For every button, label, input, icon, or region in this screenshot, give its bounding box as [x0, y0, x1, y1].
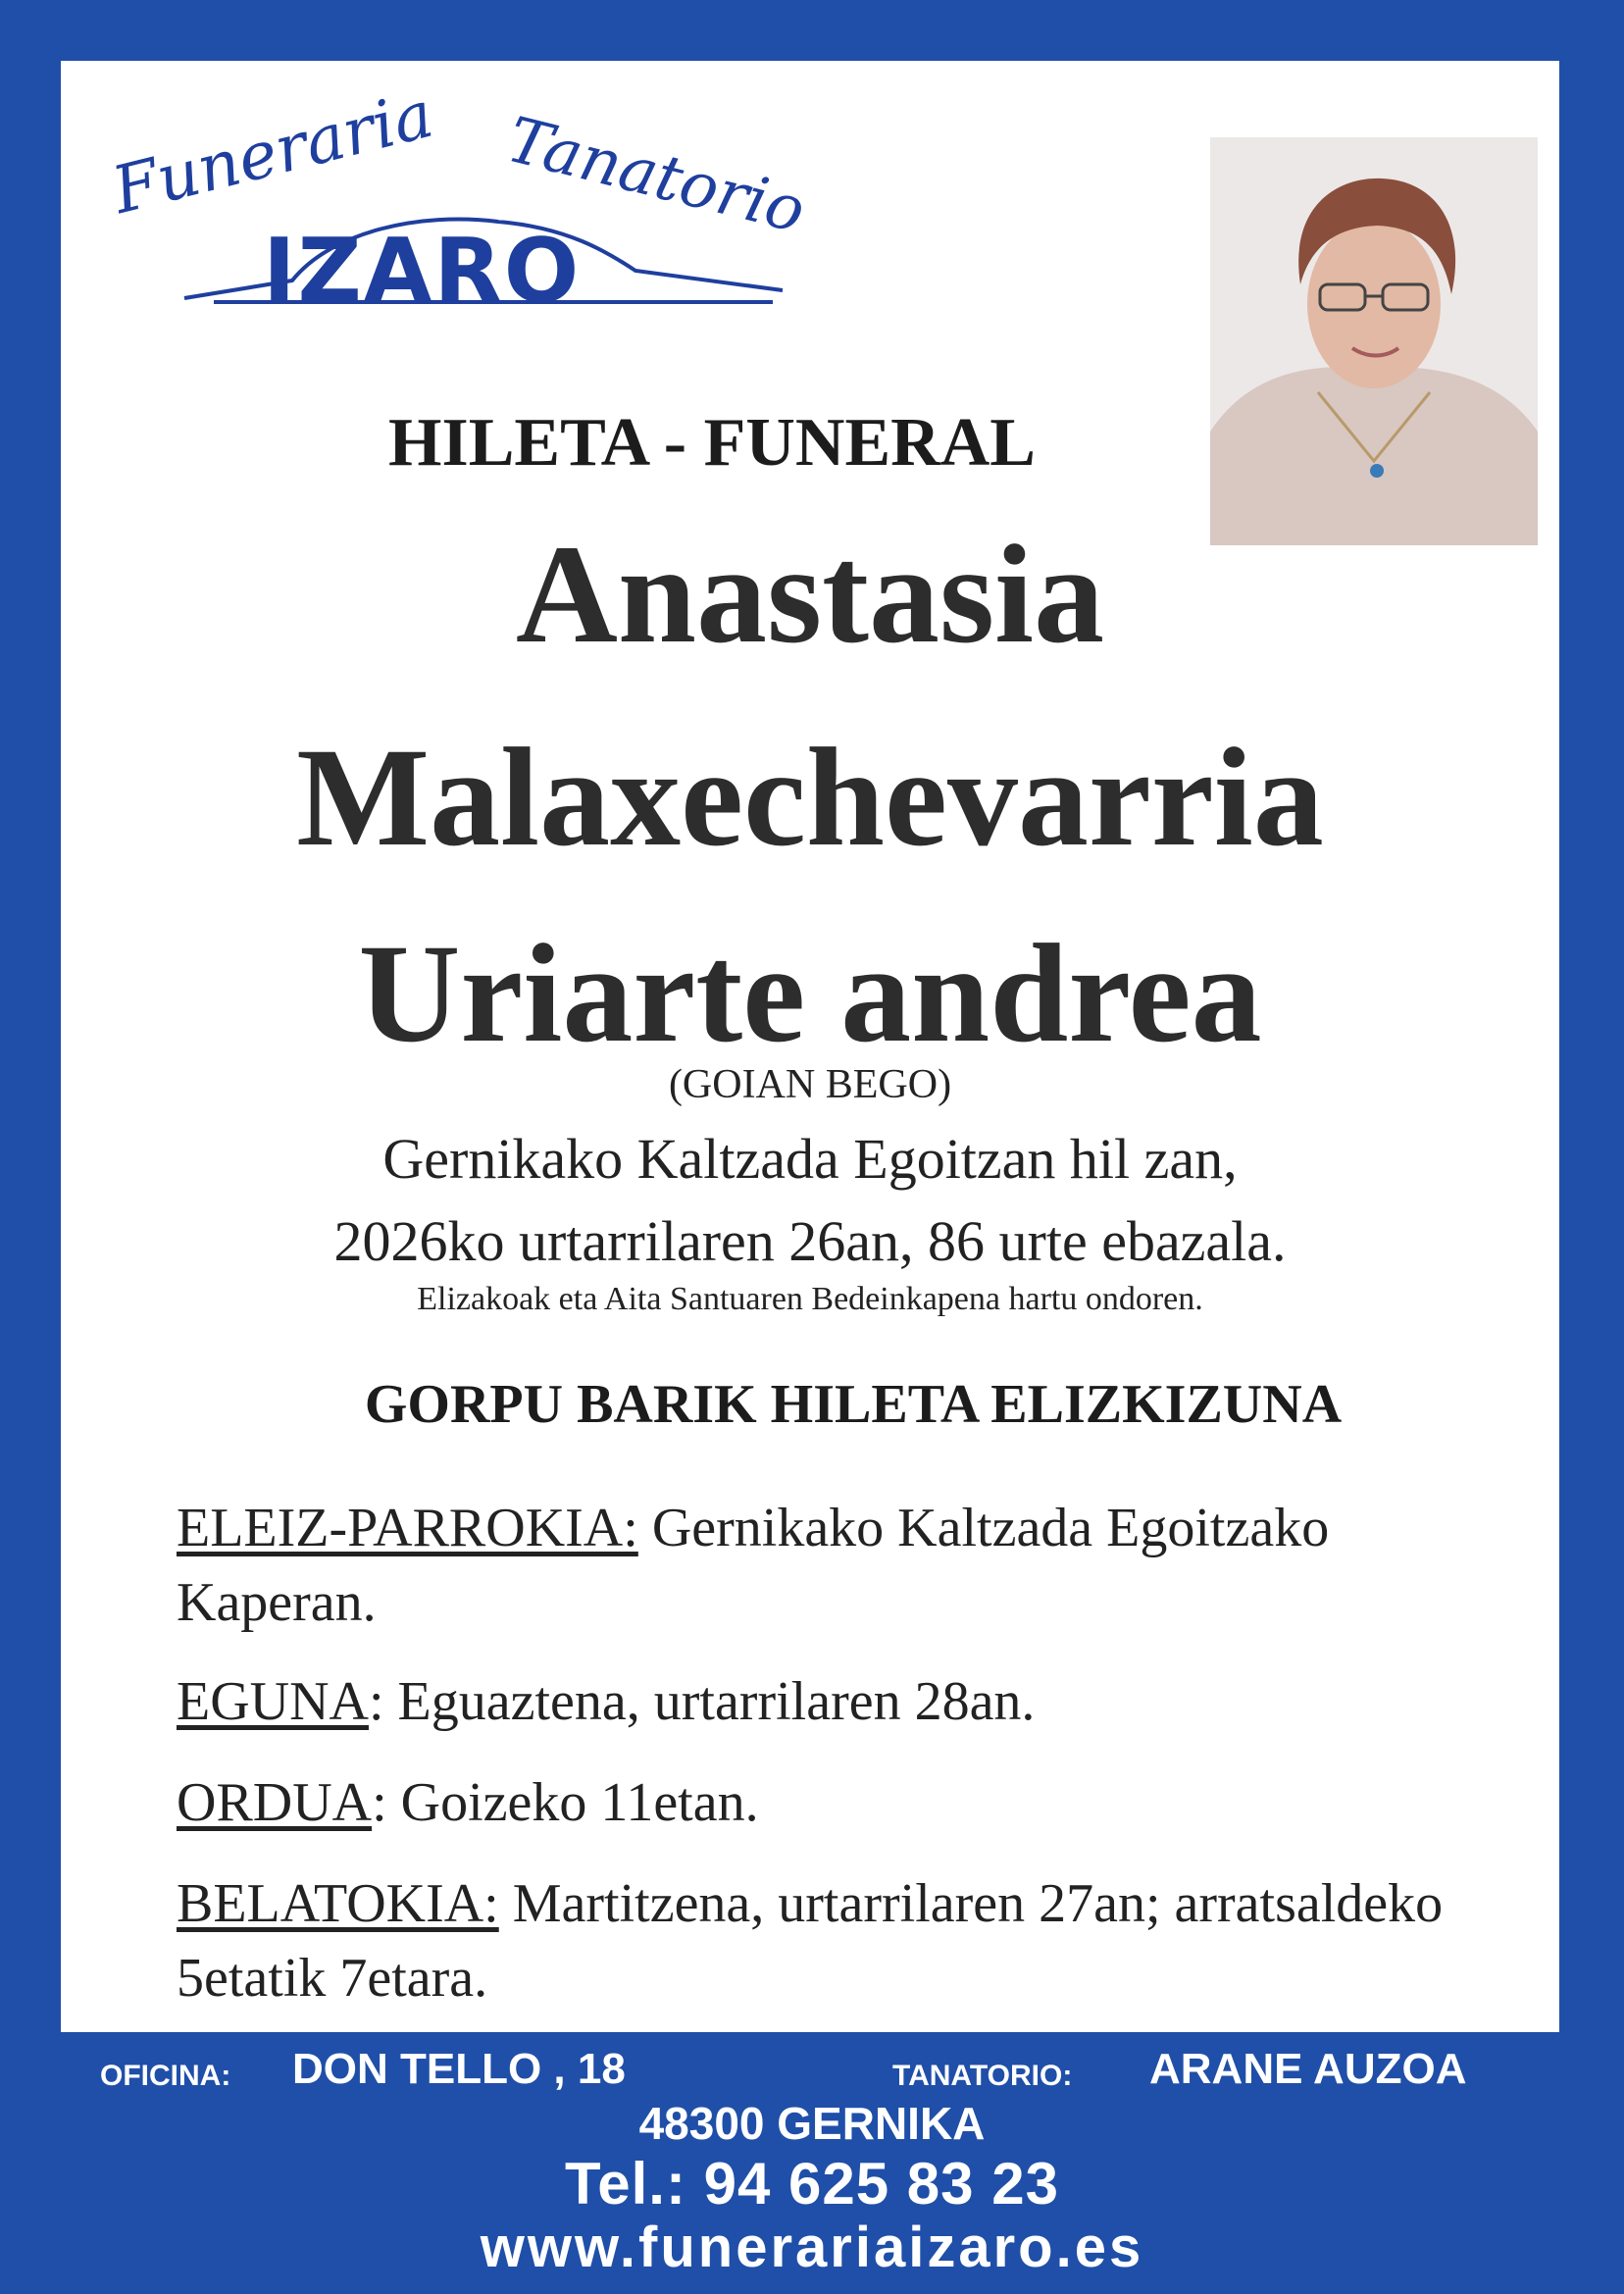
- logo-script-tanatorio: Tanatorio: [500, 104, 812, 248]
- page-title: [61, 404, 1559, 483]
- deceased-surname-1: Malaxechevarria: [296, 720, 1324, 876]
- detail-church-label: ELEIZ-PARROKIA:: [177, 1498, 638, 1558]
- detail-day: [177, 1664, 1491, 1739]
- footer-phone: Tel.: 94 625 83 23: [565, 2151, 1059, 2217]
- detail-time-label: ORDUA: [177, 1772, 373, 1833]
- ceremony-heading-text: GORPU BARIK HILETA ELIZKIZUNA: [364, 1374, 1343, 1435]
- detail-wake: [177, 1866, 1491, 2015]
- logo-script-funeraria: Funeraria: [105, 76, 440, 229]
- portrait-photo-icon: [1210, 137, 1538, 545]
- logo-brand-izaro: IZARO: [263, 220, 582, 323]
- detail-time-value: : Goizeko 11etan.: [372, 1772, 759, 1833]
- ceremony-heading: [61, 1373, 1559, 1436]
- page-title-text: HILETA - FUNERAL: [388, 405, 1036, 481]
- funeraria-izaro-logo: [105, 76, 832, 330]
- footer-tanatorio-label: TANATORIO:: [892, 2060, 1073, 2092]
- sacraments-text: Elizakoak eta Aita Santuaren Bedeinkapena hartu ondoren.: [417, 1281, 1203, 1317]
- deceased-first-name: Anastasia: [515, 517, 1105, 673]
- deceased-portrait: [1210, 137, 1538, 545]
- footer-city: 48300 GERNIKA: [638, 2098, 986, 2149]
- footer-website-link[interactable]: www.funerariaizaro.es: [480, 2216, 1144, 2279]
- detail-day-value: : Eguaztena, urtarrilaren 28an.: [368, 1671, 1036, 1732]
- detail-time: [177, 1765, 1491, 1840]
- footer-office-label: OFICINA:: [100, 2060, 231, 2092]
- detail-church: [177, 1491, 1491, 1640]
- death-place-text: Gernikako Kaltzada Egoitzan hil zan,: [382, 1127, 1238, 1191]
- detail-church-value: Gernikako Kaltzada Egoitzako Kaperan.: [177, 1498, 1330, 1633]
- detail-day-label: EGUNA: [177, 1671, 369, 1732]
- detail-wake-value: Martitzena, urtarrilaren 27an; arratsaldeko 5etatik 7etara.: [177, 1873, 1444, 2009]
- detail-wake-label: BELATOKIA:: [177, 1873, 499, 1934]
- deceased-surname-2: Uriarte andrea: [358, 916, 1262, 1072]
- goian-bego-text: (GOIAN BEGO): [668, 1062, 952, 1107]
- footer-office-address: DON TELLO , 18: [292, 2045, 626, 2093]
- footer-tanatorio-address: ARANE AUZOA: [1149, 2045, 1467, 2093]
- death-date-text: 2026ko urtarrilaren 26an, 86 urte ebazala.: [333, 1209, 1287, 1273]
